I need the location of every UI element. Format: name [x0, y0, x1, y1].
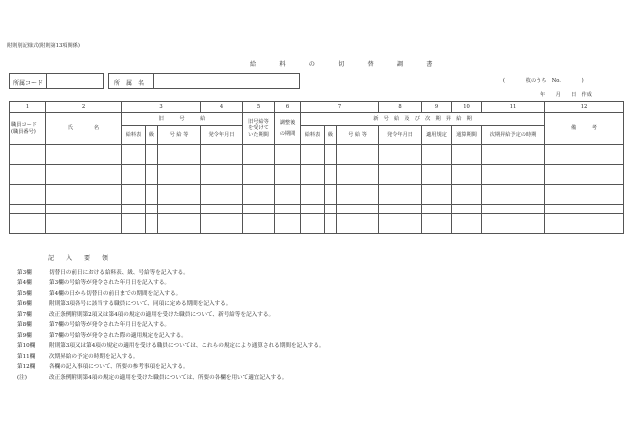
col-number: 5: [243, 102, 275, 113]
office-code-divider: [46, 73, 47, 89]
instructions-heading: 記 入 要 領: [48, 255, 109, 262]
header-row-1: [10, 113, 624, 126]
office-code-input[interactable]: [48, 75, 103, 87]
old-table-header: 給料表: [122, 126, 146, 145]
old-class-header: 級: [146, 126, 158, 145]
list-item: 第3欄 切替日の前日における給料表、級、号給等を記入する。: [17, 270, 189, 276]
office-code-label: 所属コード: [13, 80, 44, 87]
col-number: 11: [482, 102, 545, 113]
new-date-header: 発令年月日: [379, 126, 422, 145]
new-grade-num-header: 号 給 等: [337, 126, 379, 145]
table-row: [10, 214, 624, 234]
col-number: 9: [422, 102, 452, 113]
table-row: [10, 165, 624, 185]
instructions-list: [17, 268, 325, 383]
new-table-header: 給料表: [301, 126, 325, 145]
col-number: 4: [201, 102, 243, 113]
office-name-input[interactable]: [155, 75, 298, 87]
new-class-header: 級: [325, 126, 337, 145]
emp-code-label: 職員コード: [11, 122, 37, 128]
form-reference: 附則別記様式(附則第13項関係): [7, 43, 80, 49]
prior-period-header: [243, 113, 275, 145]
list-item: 第12欄 各欄の記入事項について、所要の参考事項を記入する。: [17, 364, 189, 371]
list-item: 第5欄 第4欄の日から切替日の前日までの期間を記入する。: [17, 290, 182, 297]
col-number: 10: [452, 102, 482, 113]
list-item: 第8欄 第7欄の号給等が発令された年月日を記入する。: [17, 322, 171, 329]
list-item: 第6欄 附則第3項各号に該当する職員について、同項に定める期間を記入する。: [17, 301, 232, 308]
remarks-header: 備 考: [545, 113, 624, 145]
list-item: 第10欄 附則第3項又は第4項の規定の適用を受ける職員については、これらの規定により通算される期間を記入する。: [17, 343, 325, 350]
created-date: 年 月 日 作成: [540, 92, 592, 98]
normal-period-header: 通算期間: [452, 126, 482, 145]
new-grade-header: 新 号 給 及 び 次 期 昇 給 期: [301, 113, 545, 126]
next-raise-header: 次期昇給予定の時期: [482, 126, 545, 145]
office-name-label: 所 属 名: [114, 80, 145, 87]
col-number: 2: [46, 102, 122, 113]
office-name-divider: [153, 73, 154, 89]
emp-code-header: [10, 113, 46, 145]
prior-period-line: を受けて: [248, 125, 269, 132]
list-item: 第11欄 次期昇給の予定の時期を記入する。: [17, 353, 139, 360]
sheet-count: ( 枚のうち No. ): [503, 78, 584, 84]
salary-transition-table: [9, 101, 624, 234]
office-code-box: [9, 73, 104, 89]
col-number: 8: [379, 102, 422, 113]
adjusted-period-line: 調整後: [279, 120, 296, 126]
name-header: 氏 名: [46, 113, 122, 145]
old-date-header: 発令年月日: [201, 126, 243, 145]
col-number: 7: [301, 102, 379, 113]
list-item: 第4欄 第3欄の号給等が発令された年月日を記入する。: [17, 280, 171, 287]
old-grade-num-header: 号 給 等: [158, 126, 201, 145]
prior-period-line: いた期間: [248, 131, 269, 138]
adjusted-period-header: [275, 113, 301, 145]
page-title: 給 料 の 切 替 調 書: [250, 61, 441, 68]
adjusted-period-line: の期間: [279, 130, 296, 137]
emp-code-sublabel: (職員番号): [11, 128, 36, 135]
table-row: [10, 145, 624, 165]
col-number: 1: [10, 102, 46, 113]
list-item: (注) 改正条例附則第4項の規定の適用を受けた職員については、所要の各欄を用いて適宜記入する。: [17, 374, 288, 381]
table-row: [10, 185, 624, 205]
col-number: 6: [275, 102, 301, 113]
office-name-box: [108, 73, 300, 89]
table-row: [10, 205, 624, 214]
old-grade-header: 旧 号 給: [122, 113, 243, 126]
applied-rule-header: 適用規定: [422, 126, 452, 145]
list-item: 第9欄 第7欄の号給等が発令された際の適用規定を記入する。: [17, 332, 187, 339]
column-number-row: [10, 102, 624, 113]
col-number: 12: [545, 102, 624, 113]
list-item: 第7欄 改正条例附則第2項又は第4項の規定の適用を受けた職員について、新号給等を記入する。: [17, 311, 275, 318]
prior-period-line: 旧号給等: [248, 118, 269, 125]
col-number: 3: [122, 102, 201, 113]
